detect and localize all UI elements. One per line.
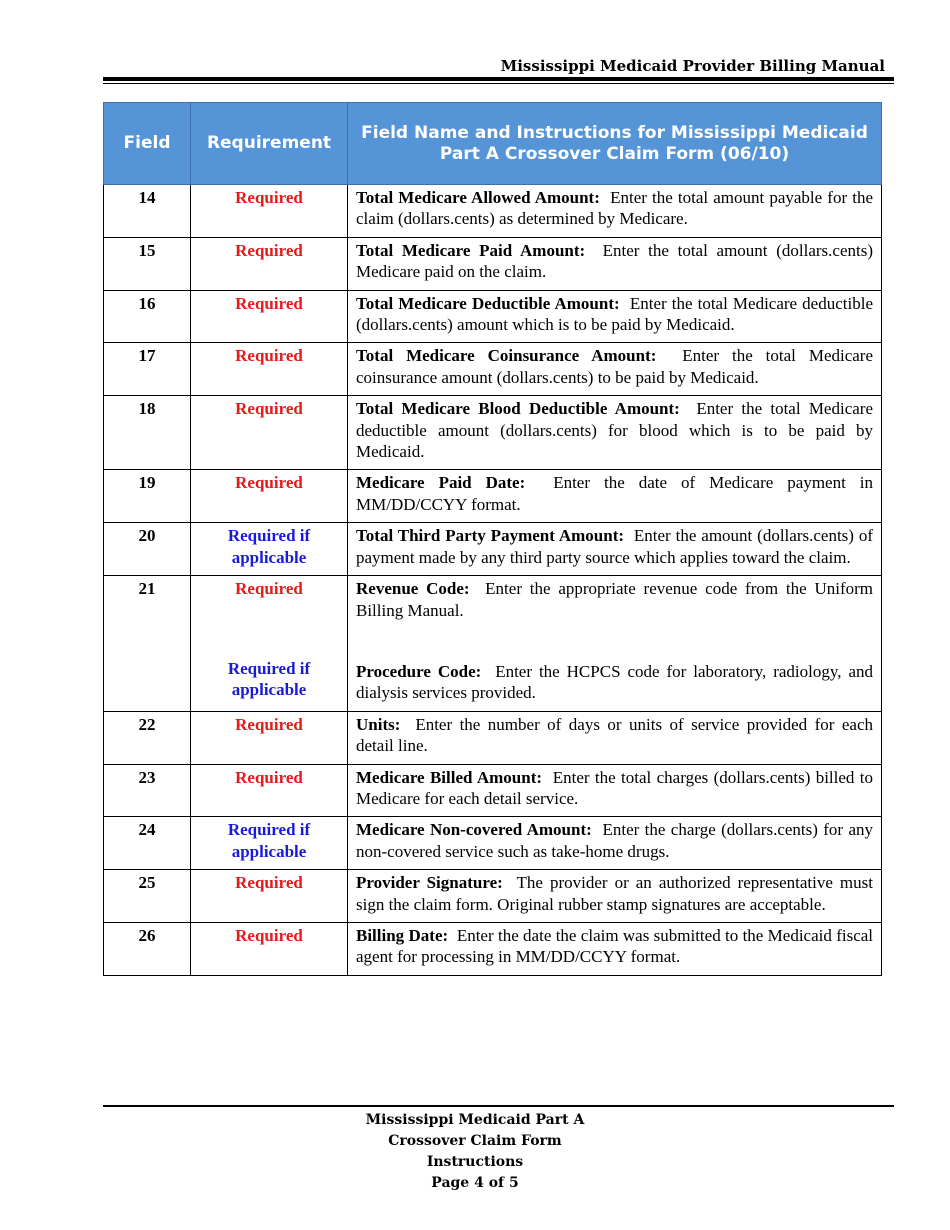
requirement-cell bbox=[191, 290, 348, 343]
requirement-label: Required bbox=[235, 579, 303, 599]
field-name: Provider Signature: bbox=[356, 873, 503, 893]
requirement-cell bbox=[191, 523, 348, 576]
instruction-cell bbox=[348, 922, 882, 975]
field-name: Total Medicare Allowed Amount: bbox=[356, 188, 600, 207]
instruction-cell bbox=[348, 764, 882, 817]
field-name: Total Medicare Coinsurance Amount: bbox=[356, 346, 657, 366]
requirement-cell bbox=[191, 711, 348, 764]
table-row bbox=[104, 523, 882, 576]
table-row bbox=[104, 576, 882, 712]
field-name: Medicare Paid Date: bbox=[356, 473, 526, 493]
field-name: Billing Date: bbox=[356, 925, 449, 945]
instruction-text: Enter the date the claim was submitted to the Medicaid fiscal agent for processing in MM/DD/CCYY format. bbox=[356, 925, 874, 967]
field-number: 25 bbox=[104, 870, 191, 923]
requirement-cell bbox=[191, 396, 348, 470]
requirement-cell bbox=[191, 343, 348, 396]
requirement-cell bbox=[191, 922, 348, 975]
page-footer bbox=[0, 1110, 950, 1194]
instruction-cell bbox=[348, 343, 882, 396]
field-number: 20 bbox=[104, 523, 191, 576]
table-row bbox=[104, 764, 882, 817]
instruction-cell bbox=[348, 523, 882, 576]
requirement-label: Required bbox=[235, 399, 303, 419]
field-number: 21 bbox=[104, 576, 191, 712]
requirement-cell bbox=[191, 817, 348, 870]
requirement-label: Required bbox=[235, 240, 303, 260]
field-name: Total Medicare Paid Amount: bbox=[356, 240, 586, 260]
field-number: 14 bbox=[104, 185, 191, 238]
field-name: Total Medicare Deductible Amount: bbox=[356, 293, 620, 313]
field-number: 23 bbox=[104, 764, 191, 817]
instruction-text: Enter the total charges (dollars.cents) billed to Medicare for each detail service. bbox=[356, 767, 873, 808]
instruction-text: Enter the HCPCS code for laboratory, radiology, and dialysis services provided. bbox=[356, 661, 873, 703]
footer-line-3: Instructions bbox=[426, 1154, 524, 1170]
field-name: Units: bbox=[356, 714, 401, 734]
instruction-text: Enter the total amount (dollars.cents) Medicare paid on the claim. bbox=[356, 240, 874, 282]
column-header-instructions: Field Name and Instructions for Mississippi Medicaid Part A Crossover Claim Form (06/10) bbox=[348, 103, 882, 185]
instruction-cell bbox=[348, 237, 882, 290]
instruction-cell bbox=[348, 470, 882, 523]
instruction-text: Enter the total amount payable for the claim (dollars.cents) as determined by Medicare. bbox=[356, 188, 873, 229]
table-row bbox=[104, 817, 882, 870]
instruction-cell bbox=[348, 817, 882, 870]
column-header-field: Field bbox=[104, 103, 191, 185]
table-row bbox=[104, 290, 882, 343]
instruction-text: Enter the total Medicare deductible (dollars.cents) amount which is to be paid by Medicaid. bbox=[356, 293, 873, 335]
field-number: 15 bbox=[104, 237, 191, 290]
field-number: 16 bbox=[104, 290, 191, 343]
instruction-text: Enter the total Medicare coinsurance amount (dollars.cents) to be paid by Medicaid. bbox=[356, 346, 874, 387]
instruction-text: Enter the total Medicare deductible amount (dollars.cents) for blood which is to be paid by Medicaid. bbox=[356, 399, 873, 462]
requirement-label: Required bbox=[235, 714, 303, 734]
field-number: 17 bbox=[104, 343, 191, 396]
instruction-cell bbox=[348, 576, 882, 712]
field-name: Medicare Billed Amount: bbox=[356, 767, 543, 787]
instruction-text: Enter the appropriate revenue code from the Uniform Billing Manual. bbox=[356, 579, 873, 620]
table-row bbox=[104, 185, 882, 238]
requirement-cell bbox=[191, 185, 348, 238]
instruction-cell bbox=[348, 711, 882, 764]
instructions-table bbox=[103, 102, 882, 976]
table-header-row bbox=[104, 103, 882, 185]
field-number: 22 bbox=[104, 711, 191, 764]
header-rule-thin bbox=[103, 83, 894, 84]
requirement-cell bbox=[191, 870, 348, 923]
field-name: Total Third Party Payment Amount: bbox=[356, 526, 625, 546]
requirement-label: Required if applicable bbox=[227, 658, 311, 699]
page-number: Page 4 of 5 bbox=[431, 1175, 519, 1191]
table-row bbox=[104, 870, 882, 923]
instruction-cell bbox=[348, 396, 882, 470]
field-name: Total Medicare Blood Deductible Amount: bbox=[356, 399, 680, 419]
requirement-label: Required if applicable bbox=[227, 526, 311, 567]
requirement-cell bbox=[191, 576, 348, 712]
instruction-cell bbox=[348, 290, 882, 343]
field-number: 18 bbox=[104, 396, 191, 470]
field-number: 24 bbox=[104, 817, 191, 870]
field-name: Revenue Code: bbox=[356, 579, 470, 599]
requirement-label: Required if applicable bbox=[227, 820, 311, 861]
instruction-cell bbox=[348, 185, 882, 238]
table-row bbox=[104, 396, 882, 470]
table-row bbox=[104, 470, 882, 523]
instruction-text: Enter the amount (dollars.cents) of payment made by any third party source which applies toward the claim. bbox=[356, 526, 874, 567]
requirement-label: Required bbox=[235, 873, 303, 893]
table-row bbox=[104, 237, 882, 290]
instruction-text: Enter the number of days or units of service provided for each detail line. bbox=[356, 714, 874, 756]
instruction-text: Enter the date of Medicare payment in MM/DD/CCYY format. bbox=[356, 473, 873, 514]
requirement-label: Required bbox=[235, 473, 303, 493]
header-rule bbox=[103, 77, 894, 81]
page-header-title: Mississippi Medicaid Provider Billing Manual bbox=[500, 57, 885, 75]
requirement-cell bbox=[191, 237, 348, 290]
instruction-text: The provider or an authorized representative must sign the claim form. Original rubber stamp signatures are acceptable. bbox=[356, 873, 873, 914]
table-row bbox=[104, 922, 882, 975]
requirement-label: Required bbox=[235, 925, 303, 945]
footer-rule bbox=[103, 1105, 894, 1107]
field-name: Procedure Code: bbox=[356, 661, 482, 681]
requirement-label: Required bbox=[235, 293, 303, 313]
field-number: 19 bbox=[104, 470, 191, 523]
requirement-cell bbox=[191, 470, 348, 523]
table-row bbox=[104, 711, 882, 764]
requirement-cell bbox=[191, 764, 348, 817]
requirement-label: Required bbox=[235, 188, 303, 207]
field-number: 26 bbox=[104, 922, 191, 975]
requirement-label: Required bbox=[235, 767, 303, 787]
table-row bbox=[104, 343, 882, 396]
footer-line-1: Mississippi Medicaid Part A bbox=[365, 1112, 585, 1128]
instruction-cell bbox=[348, 870, 882, 923]
footer-line-2: Crossover Claim Form bbox=[388, 1133, 562, 1149]
requirement-label: Required bbox=[235, 346, 303, 366]
field-name: Medicare Non-covered Amount: bbox=[356, 820, 592, 840]
instruction-text: Enter the charge (dollars.cents) for any non-covered service such as take-home drugs. bbox=[356, 820, 873, 861]
column-header-requirement: Requirement bbox=[191, 103, 348, 185]
